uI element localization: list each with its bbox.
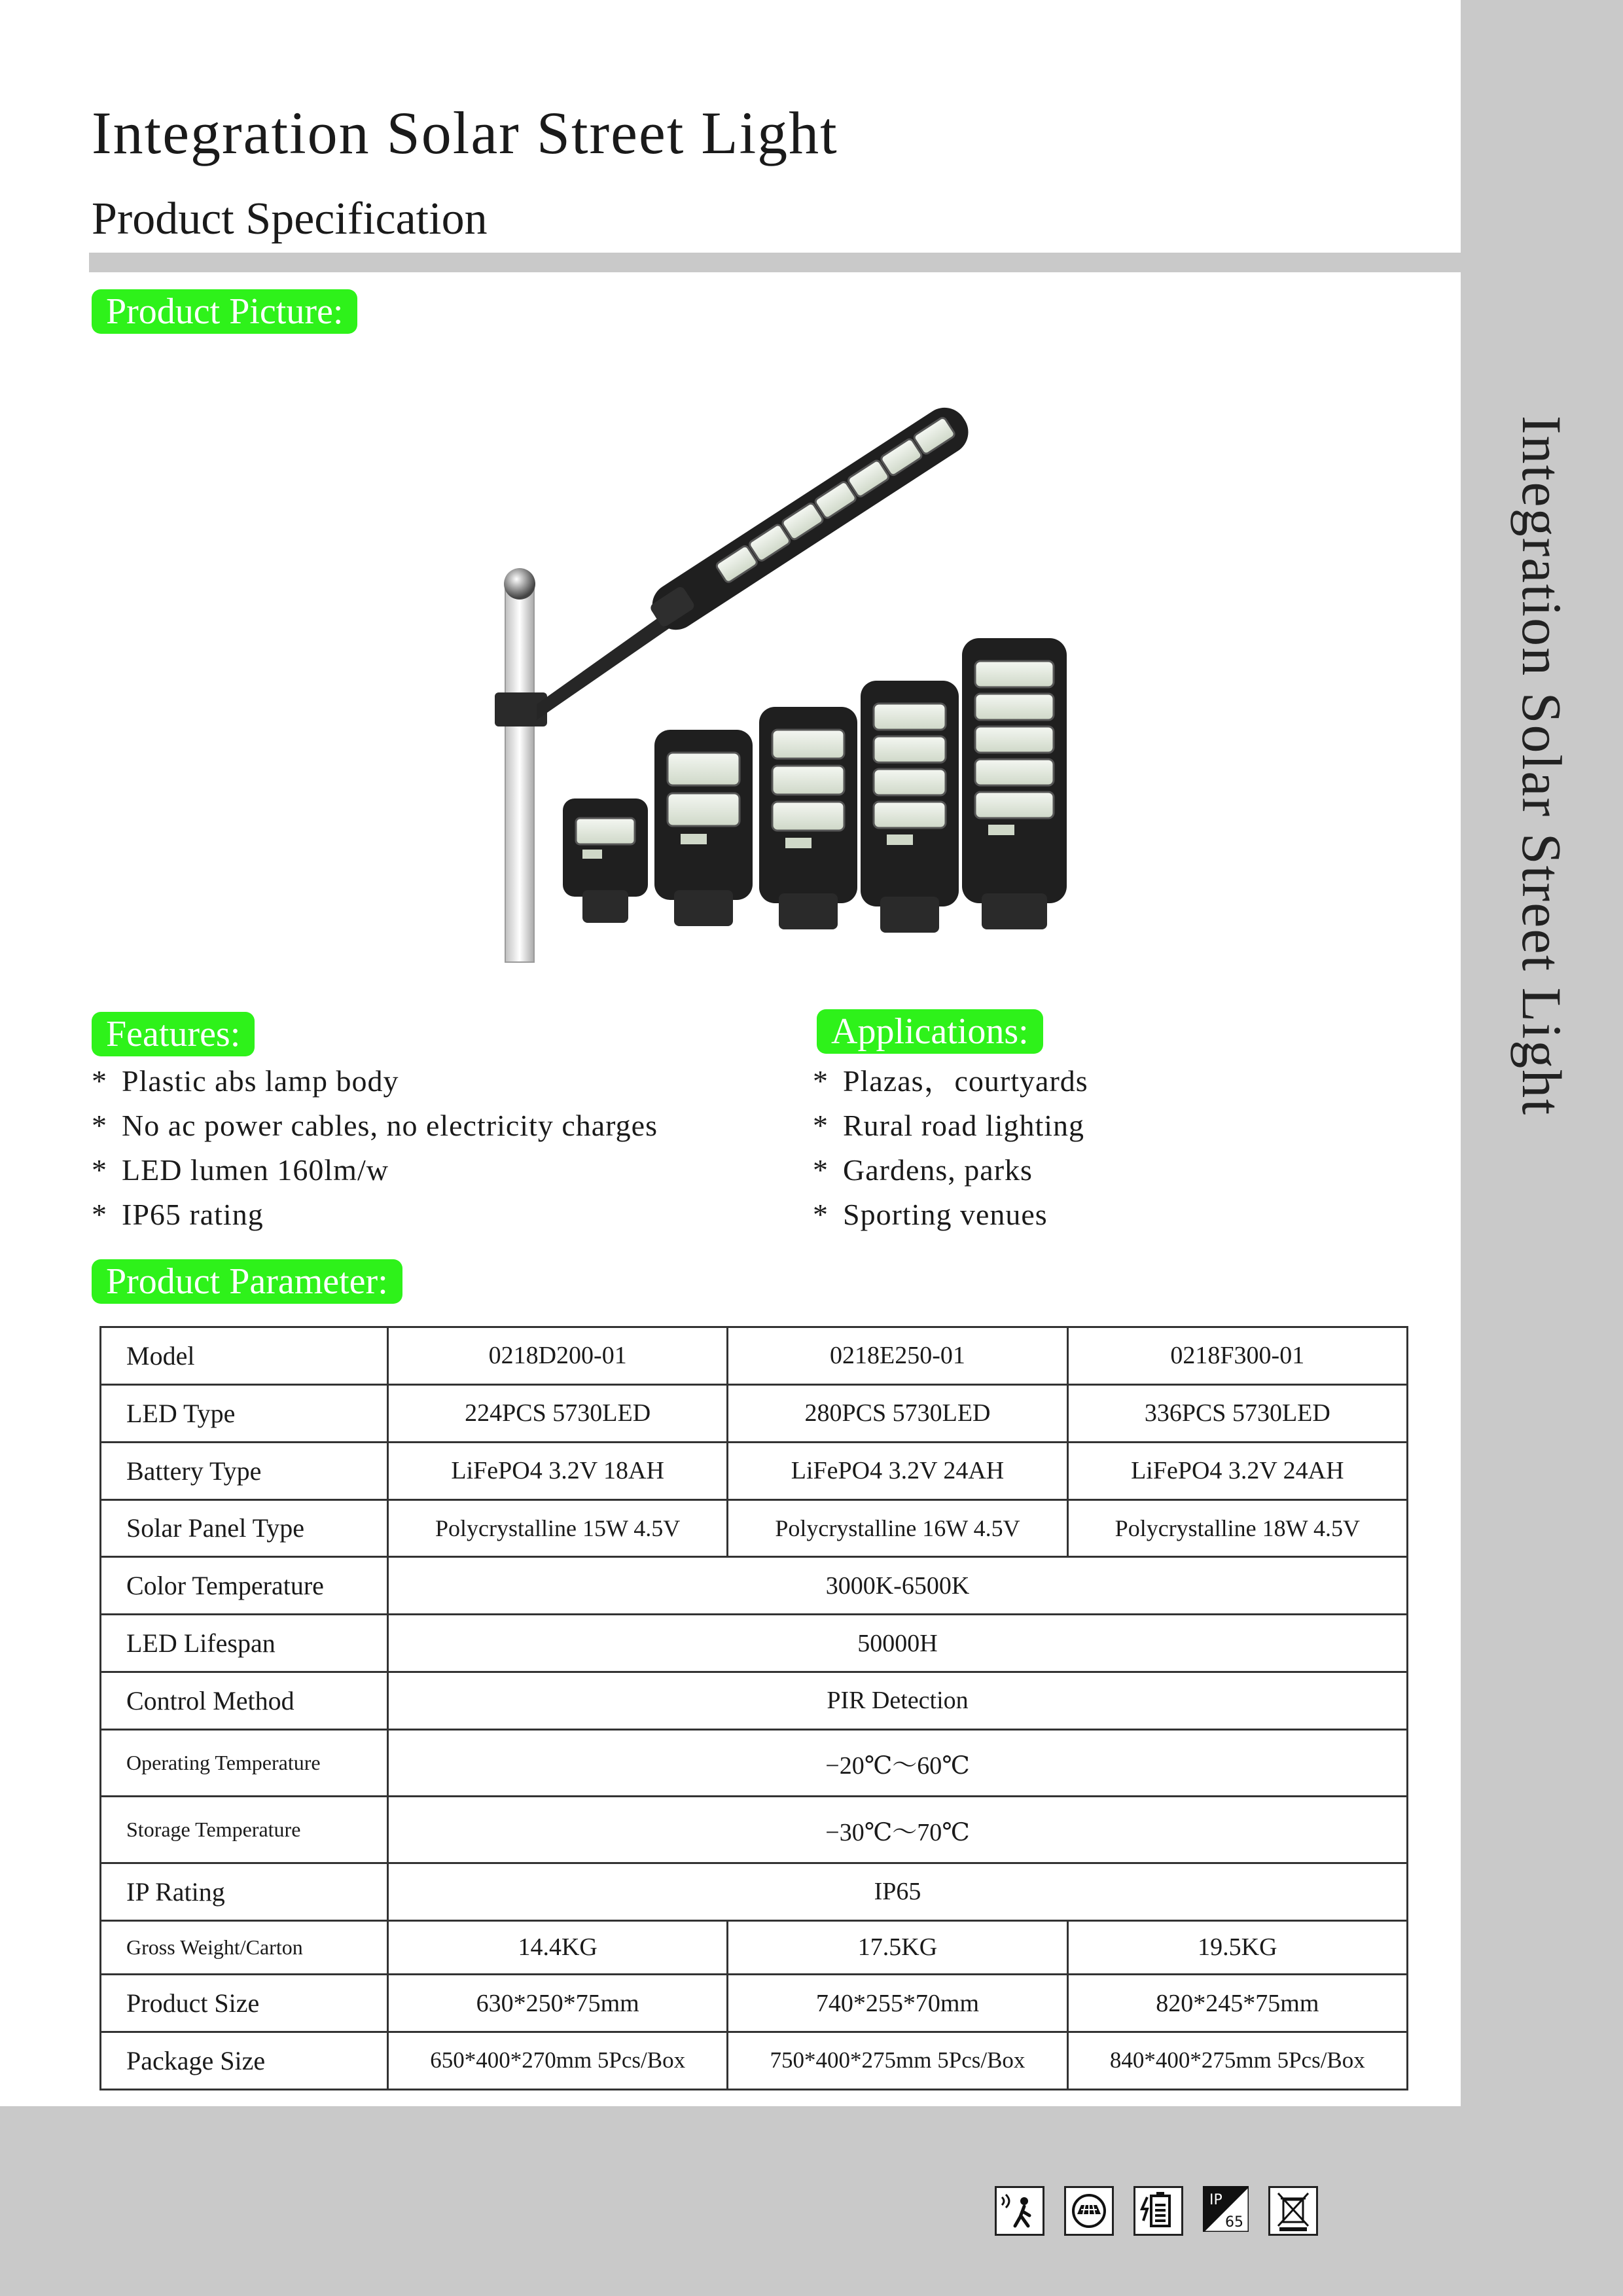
table-row	[101, 1557, 1408, 1615]
table-cell: LiFePO4 3.2V 18AH	[388, 1442, 728, 1499]
bullet-star: *	[813, 1153, 829, 1187]
header-rule	[89, 253, 1461, 272]
application-text: Gardens, parks	[843, 1153, 1033, 1187]
section-product-parameter: Product Parameter:	[92, 1259, 402, 1304]
lamp-size-1	[563, 798, 648, 923]
feature-text: No ac power cables, no electricity charges	[122, 1109, 658, 1142]
table-cell: Polycrystalline 16W 4.5V	[728, 1499, 1067, 1557]
table-row	[101, 2032, 1408, 2089]
table-cell: 0218D200-01	[388, 1327, 728, 1385]
row-label: Operating Temperature	[101, 1729, 388, 1796]
battery-charge-icon	[1133, 2186, 1183, 2236]
application-item	[813, 1103, 1088, 1148]
table-cell: 14.4KG	[388, 1920, 728, 1975]
table-cell: PIR Detection	[388, 1672, 1408, 1730]
page-subtitle: Product Specification	[92, 194, 488, 244]
table-cell: −30℃～70℃	[388, 1796, 1408, 1863]
bottom-band	[0, 2106, 1623, 2296]
table-cell: −20℃～60℃	[388, 1729, 1408, 1796]
row-label: Gross Weight/Carton	[101, 1920, 388, 1975]
row-label: Solar Panel Type	[101, 1499, 388, 1557]
row-label: IP Rating	[101, 1863, 388, 1920]
table-row	[101, 1499, 1408, 1557]
feature-text: Plastic abs lamp body	[122, 1064, 399, 1098]
application-item	[813, 1059, 1088, 1103]
table-cell: Polycrystalline 18W 4.5V	[1067, 1499, 1407, 1557]
table-cell: 19.5KG	[1067, 1920, 1407, 1975]
table-cell: 840*400*275mm 5Pcs/Box	[1067, 2032, 1407, 2089]
feature-item	[92, 1148, 658, 1193]
table-row	[101, 1327, 1408, 1385]
lamp-size-5	[962, 638, 1067, 929]
table-cell: Polycrystalline 15W 4.5V	[388, 1499, 728, 1557]
side-title: Integration Solar Street Light	[1510, 415, 1573, 1117]
feature-item	[92, 1059, 658, 1103]
solar-panel-icon	[1064, 2186, 1114, 2236]
motion-sensor-icon	[995, 2186, 1044, 2236]
page-title: Integration Solar Street Light	[92, 99, 838, 166]
table-row	[101, 1975, 1408, 2032]
row-label: Model	[101, 1327, 388, 1385]
application-text: Plazas，courtyards	[843, 1064, 1088, 1098]
table-row	[101, 1863, 1408, 1920]
row-label: Product Size	[101, 1975, 388, 2032]
applications-list	[813, 1059, 1088, 1237]
table-row	[101, 1729, 1408, 1796]
row-label: Control Method	[101, 1672, 388, 1730]
table-cell: 280PCS 5730LED	[728, 1384, 1067, 1442]
feature-text: IP65 rating	[122, 1198, 264, 1231]
lamp-size-2	[654, 730, 753, 926]
table-row	[101, 1672, 1408, 1730]
table-row	[101, 1615, 1408, 1672]
table-cell: 0218F300-01	[1067, 1327, 1407, 1385]
table-cell: 820*245*75mm	[1067, 1975, 1407, 2032]
table-cell: 50000H	[388, 1615, 1408, 1672]
bullet-star: *	[813, 1064, 829, 1098]
application-text: Rural road lighting	[843, 1109, 1085, 1142]
bullet-star: *	[92, 1198, 107, 1231]
section-applications: Applications:	[817, 1009, 1043, 1054]
lamp-size-3	[759, 707, 857, 929]
table-row	[101, 1442, 1408, 1499]
section-features: Features:	[92, 1012, 255, 1056]
row-label: Package Size	[101, 2032, 388, 2089]
ip65-icon	[1203, 2186, 1249, 2232]
features-list	[92, 1059, 658, 1237]
table-cell: LiFePO4 3.2V 24AH	[1067, 1442, 1407, 1499]
feature-text: LED lumen 160lm/w	[122, 1153, 389, 1187]
application-item	[813, 1148, 1088, 1193]
row-label: LED Type	[101, 1384, 388, 1442]
bullet-star: *	[92, 1064, 107, 1098]
section-product-picture: Product Picture:	[92, 289, 357, 334]
row-label: LED Lifespan	[101, 1615, 388, 1672]
table-row	[101, 1796, 1408, 1863]
table-cell: 0218E250-01	[728, 1327, 1067, 1385]
certification-icons	[995, 2186, 1318, 2236]
bullet-star: *	[813, 1198, 829, 1231]
application-item	[813, 1193, 1088, 1237]
side-strip	[1461, 0, 1623, 2296]
table-cell: 224PCS 5730LED	[388, 1384, 728, 1442]
weee-bin-icon	[1268, 2186, 1318, 2236]
feature-item	[92, 1193, 658, 1237]
row-label: Storage Temperature	[101, 1796, 388, 1863]
table-cell: 17.5KG	[728, 1920, 1067, 1975]
table-cell: 3000K-6500K	[388, 1557, 1408, 1615]
table-row	[101, 1920, 1408, 1975]
bullet-star: *	[92, 1109, 107, 1142]
table-cell: 630*250*75mm	[388, 1975, 728, 2032]
row-label: Battery Type	[101, 1442, 388, 1499]
parameter-table	[99, 1326, 1408, 2090]
ip-label: IP	[1209, 2192, 1222, 2208]
application-text: Sporting venues	[843, 1198, 1048, 1231]
row-label: Color Temperature	[101, 1557, 388, 1615]
product-photo	[458, 367, 1099, 975]
table-cell: LiFePO4 3.2V 24AH	[728, 1442, 1067, 1499]
table-cell: 750*400*275mm 5Pcs/Box	[728, 2032, 1067, 2089]
bullet-star: *	[813, 1109, 829, 1142]
table-cell: 336PCS 5730LED	[1067, 1384, 1407, 1442]
table-row	[101, 1384, 1408, 1442]
feature-item	[92, 1103, 658, 1148]
lamp-size-4	[861, 681, 959, 933]
table-cell: 650*400*270mm 5Pcs/Box	[388, 2032, 728, 2089]
bullet-star: *	[92, 1153, 107, 1187]
table-cell: IP65	[388, 1863, 1408, 1920]
table-cell: 740*255*70mm	[728, 1975, 1067, 2032]
ip-rating-number: 65	[1225, 2214, 1243, 2231]
